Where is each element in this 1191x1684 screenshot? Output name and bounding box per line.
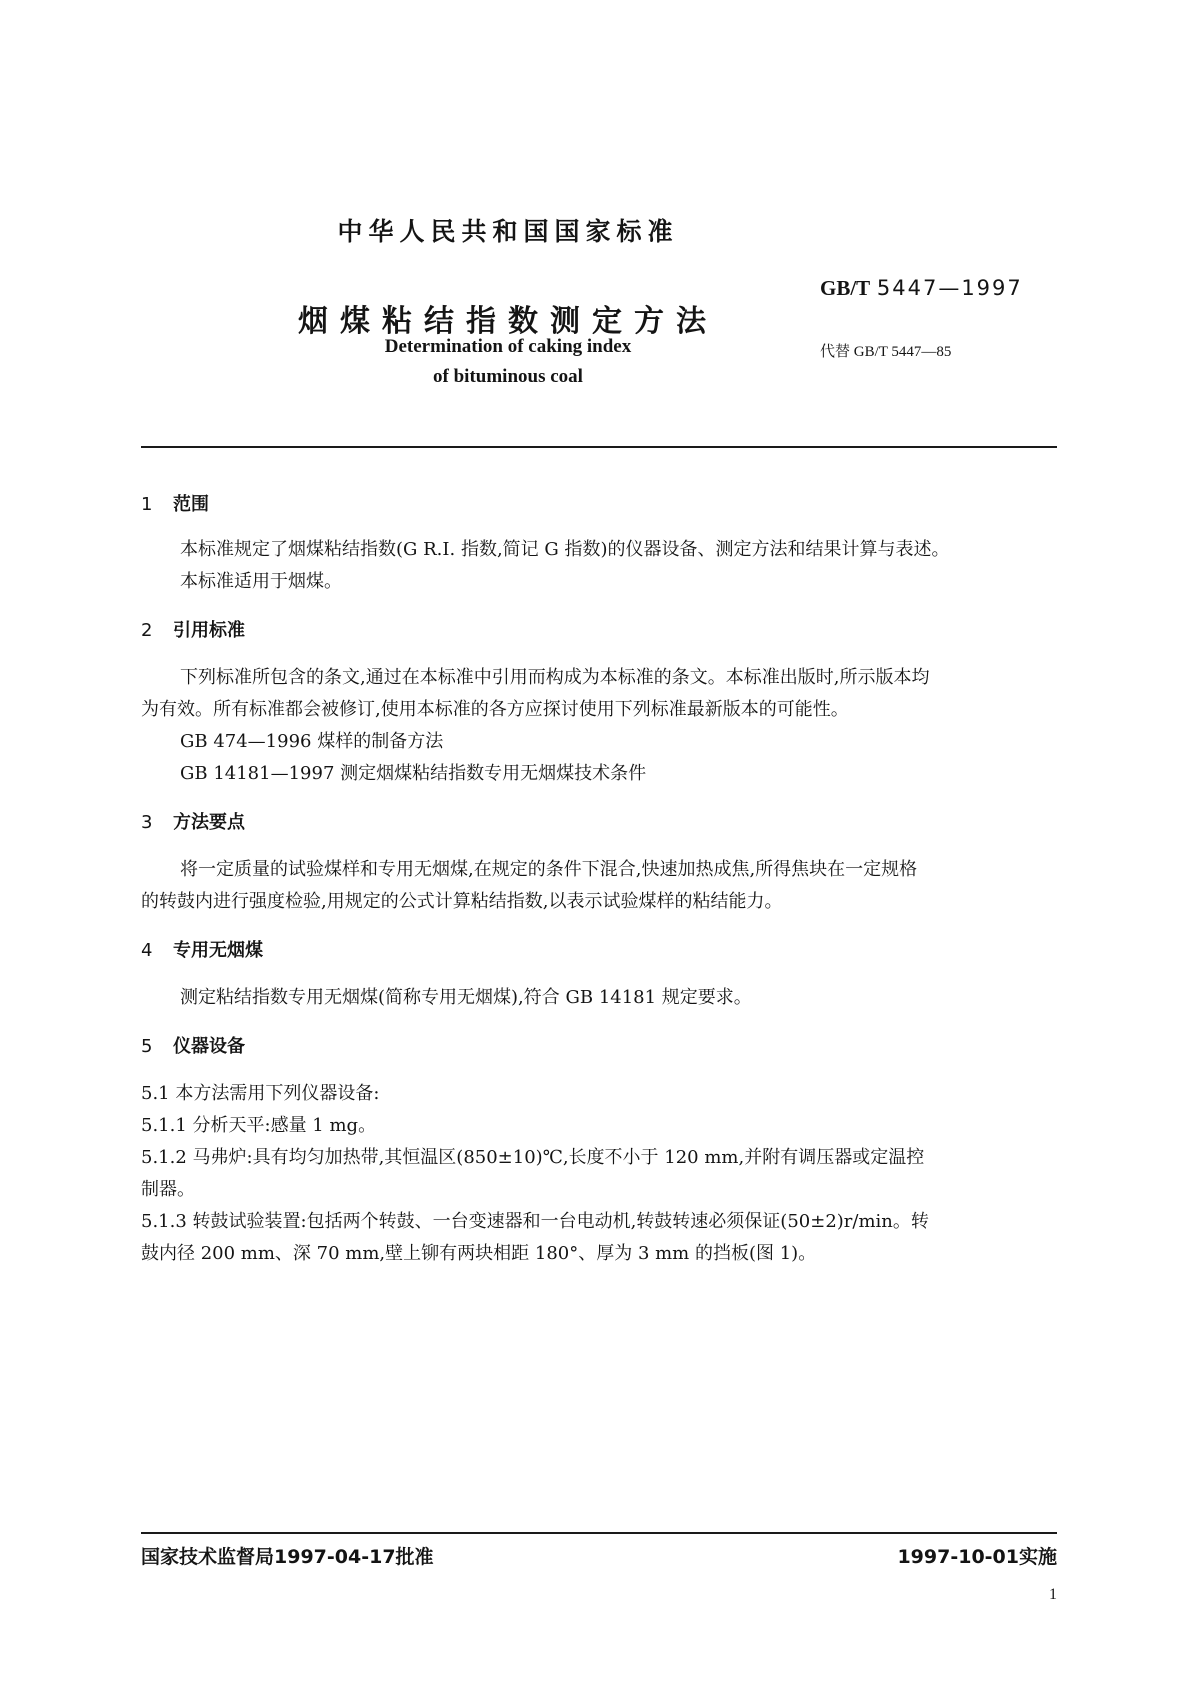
- section-3-paragraph-line-1: 将一定质量的试验煤样和专用无烟煤,在规定的条件下混合,快速加热成焦,所得焦块在一定规格: [180, 859, 918, 880]
- section-2-number: 2: [141, 620, 153, 641]
- section-4-title: 专用无烟煤: [173, 940, 263, 961]
- clause-5-1-3-line-2: 鼓内径 200 mm、深 70 mm,壁上铆有两块相距 180°、厚为 3 mm 的挡板(图 1)。: [141, 1243, 817, 1264]
- section-2-heading: [141, 616, 245, 642]
- national-standard-heading: 中华人民共和国国家标准: [337, 217, 679, 246]
- section-3-title: 方法要点: [173, 812, 245, 833]
- section-1-number: 1: [141, 494, 153, 515]
- clause-5-1-1: 5.1.1 分析天平:感量 1 mg。: [141, 1115, 377, 1136]
- clause-5-1-2-line-1: 5.1.2 马弗炉:具有均匀加热带,其恒温区(850±10)℃,长度不小于 120 mm,并附有调压器或定温控: [141, 1147, 925, 1168]
- page-number: 1: [1049, 1586, 1057, 1603]
- standard-code-number: 5447—1997: [876, 276, 1023, 300]
- section-4-paragraph: 测定粘结指数专用无烟煤(简称专用无烟煤),符合 GB 14181 规定要求。: [180, 987, 752, 1008]
- section-1-paragraph-2: 本标准适用于烟煤。: [180, 571, 342, 592]
- replaces-standard: 代替 GB/T 5447—85: [820, 344, 952, 360]
- clause-5-1: 5.1 本方法需用下列仪器设备:: [141, 1083, 380, 1104]
- section-2-reference-1: GB 474—1996 煤样的制备方法: [180, 731, 444, 752]
- standard-code: [820, 276, 1023, 301]
- header-rule: [141, 446, 1057, 448]
- section-2-reference-2: GB 14181—1997 测定烟煤粘结指数专用无烟煤技术条件: [180, 763, 647, 784]
- standard-code-prefix: GB/T: [820, 276, 871, 300]
- section-2-paragraph-line-1: 下列标准所包含的条文,通过在本标准中引用而构成为本标准的条文。本标准出版时,所示版本均: [180, 667, 930, 688]
- section-3-number: 3: [141, 812, 153, 833]
- section-1-heading: [141, 490, 209, 516]
- section-3-heading: [141, 808, 245, 834]
- document-title-en-line2: of bituminous coal: [433, 366, 583, 387]
- section-1-title: 范围: [173, 494, 209, 515]
- effective-date: 1997-10-01实施: [897, 1546, 1057, 1568]
- section-1-paragraph-1: 本标准规定了烟煤粘结指数(G R.I. 指数,简记 G 指数)的仪器设备、测定方法和结果计算与表述。: [180, 539, 950, 560]
- section-5-number: 5: [141, 1036, 153, 1057]
- document-title-en-line1: Determination of caking index: [384, 336, 632, 357]
- clause-5-1-2-line-2: 制器。: [141, 1179, 195, 1200]
- section-4-number: 4: [141, 940, 153, 961]
- section-2-paragraph-line-2: 为有效。所有标准都会被修订,使用本标准的各方应探讨使用下列标准最新版本的可能性。: [141, 699, 849, 720]
- section-4-heading: [141, 936, 263, 962]
- section-3-paragraph-line-2: 的转鼓内进行强度检验,用规定的公式计算粘结指数,以表示试验煤样的粘结能力。: [141, 891, 783, 912]
- clause-5-1-3-line-1: 5.1.3 转鼓试验装置:包括两个转鼓、一台变速器和一台电动机,转鼓转速必须保证(50±2)r/min。转: [141, 1211, 929, 1232]
- section-5-title: 仪器设备: [173, 1036, 245, 1057]
- footer-rule: [141, 1532, 1057, 1534]
- section-2-title: 引用标准: [173, 620, 245, 641]
- document-title-cn: 烟煤粘结指数测定方法: [298, 304, 718, 339]
- approval-date: 国家技术监督局1997-04-17批准: [141, 1546, 434, 1568]
- section-5-heading: [141, 1032, 245, 1058]
